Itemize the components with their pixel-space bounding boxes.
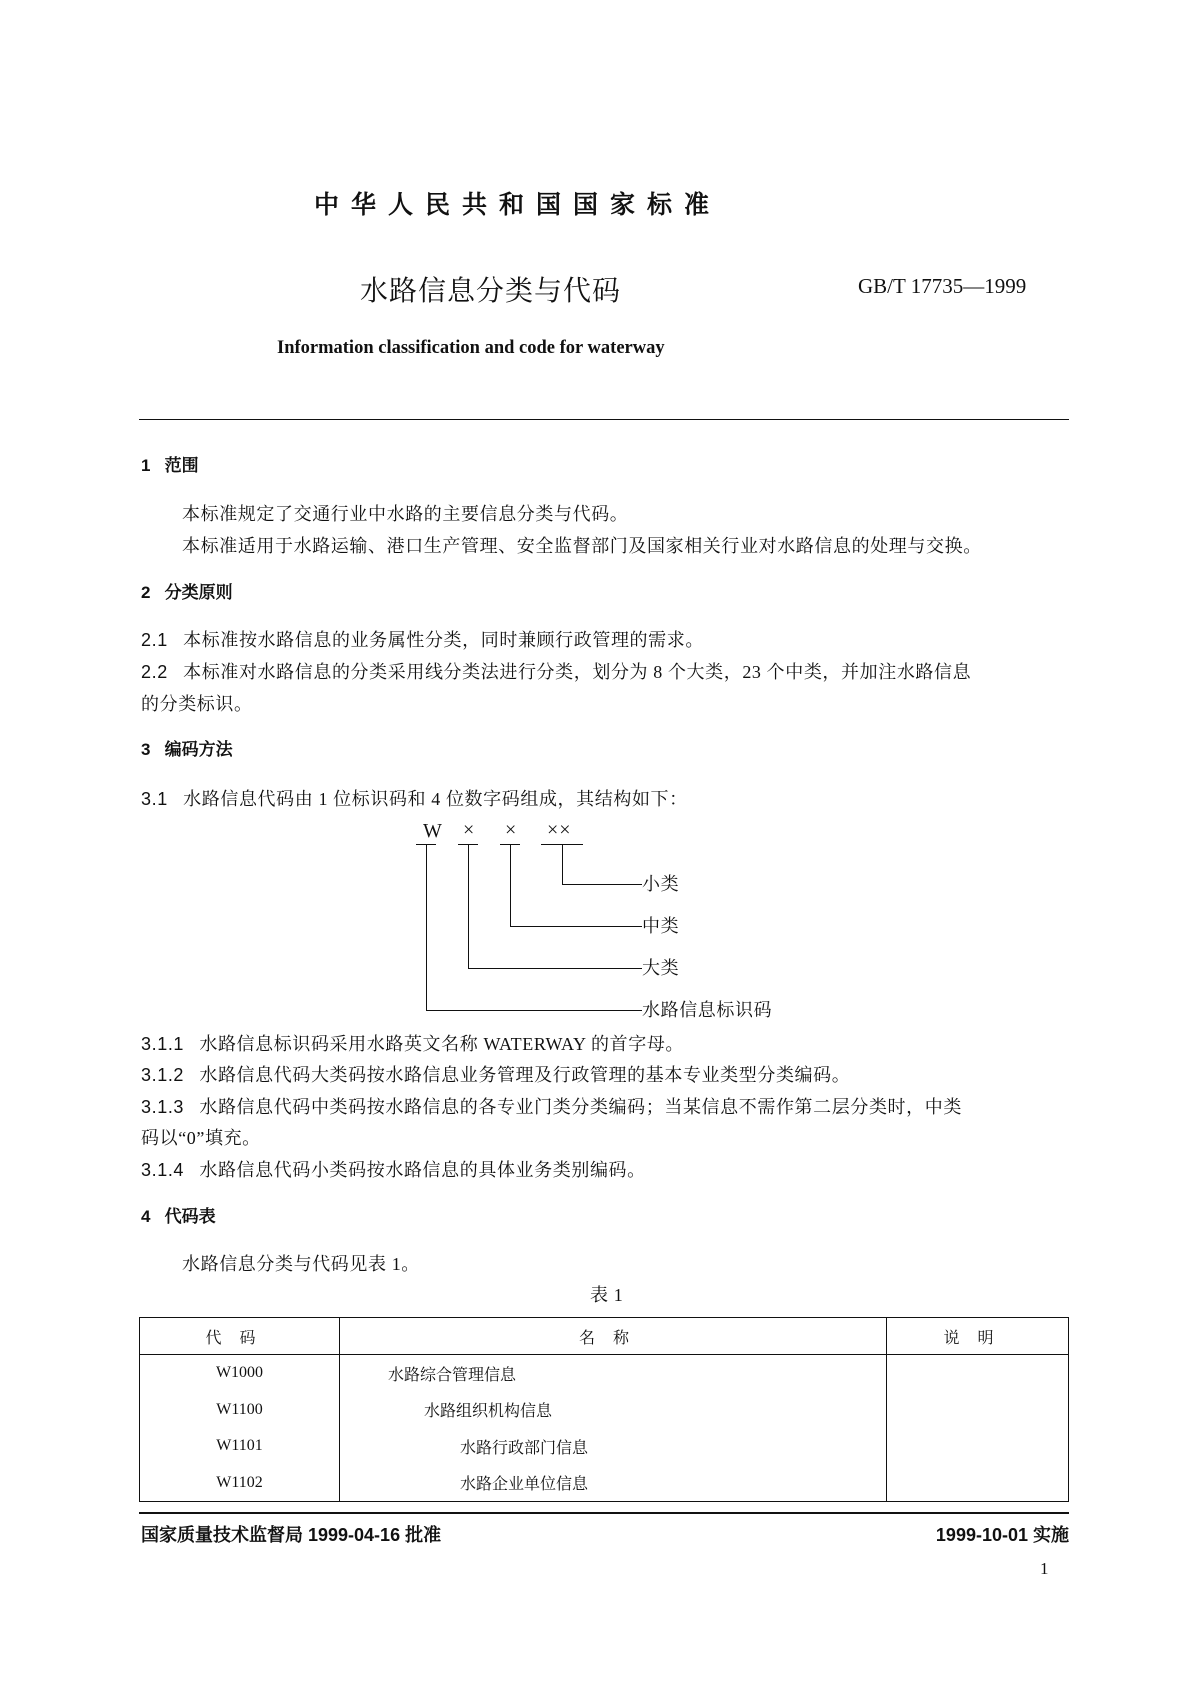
connector bbox=[562, 844, 563, 884]
scope-paragraph-1: 本标准规定了交通行业中水路的主要信息分类与代码。 bbox=[182, 504, 629, 524]
approval-info: 国家质量技术监督局 1999-04-16 批准 bbox=[141, 1525, 442, 1545]
section-number: 2 bbox=[141, 583, 151, 602]
connector bbox=[468, 968, 642, 969]
table-row bbox=[140, 1355, 1069, 1392]
label-major-class: 大类 bbox=[642, 958, 680, 978]
table-row bbox=[140, 1465, 1069, 1502]
diagram-w-symbol: W bbox=[423, 820, 442, 842]
connector bbox=[510, 926, 642, 927]
clause-number: 2.1 bbox=[141, 630, 168, 650]
section-title: 分类原则 bbox=[164, 583, 233, 602]
cell-note bbox=[887, 1392, 1069, 1429]
cell-note bbox=[887, 1355, 1069, 1392]
table-header-row bbox=[140, 1318, 1069, 1355]
clause-text: 水路信息代码中类码按水路信息的各专业门类分类编码；当某信息不需作第二层分类时，中类 bbox=[199, 1097, 962, 1117]
section-number: 4 bbox=[141, 1207, 151, 1226]
connector bbox=[426, 1010, 642, 1011]
diagram-major-symbol: × bbox=[463, 819, 475, 841]
table-row bbox=[140, 1392, 1069, 1429]
cell-code: W1000 bbox=[140, 1355, 340, 1392]
clause-number: 2.2 bbox=[141, 662, 168, 682]
connector bbox=[562, 884, 642, 885]
connector bbox=[426, 844, 427, 1010]
clause-number: 3.1.3 bbox=[141, 1097, 185, 1117]
table-row bbox=[140, 1428, 1069, 1465]
footer-divider bbox=[139, 1512, 1069, 1514]
clause-2-2 bbox=[141, 663, 971, 681]
header-divider bbox=[139, 419, 1069, 420]
cell-note bbox=[887, 1465, 1069, 1502]
clause-number: 3.1.1 bbox=[141, 1034, 185, 1054]
effective-date: 1999-10-01 实施 bbox=[935, 1525, 1069, 1545]
diagram-medium-symbol: × bbox=[505, 819, 517, 841]
clause-number: 3.1.4 bbox=[141, 1160, 185, 1180]
cell-name: 水路行政部门信息 bbox=[340, 1428, 887, 1465]
diagram-minor-symbol: ×× bbox=[547, 819, 572, 841]
section-4-heading bbox=[141, 1208, 216, 1225]
clause-3-1-4 bbox=[141, 1161, 646, 1179]
code-table bbox=[139, 1317, 1069, 1502]
document-title-cn: 水路信息分类与代码 bbox=[360, 275, 622, 306]
clause-2-2-continued: 的分类标识。 bbox=[141, 694, 253, 714]
section-title: 范围 bbox=[164, 456, 199, 475]
table-caption: 表 1 bbox=[590, 1285, 624, 1305]
clause-text: 水路信息代码由 1 位标识码和 4 位数字码组成，其结构如下： bbox=[183, 789, 688, 809]
clause-text: 水路信息标识码采用水路英文名称 WATERWAY 的首字母。 bbox=[199, 1034, 685, 1054]
clause-3-1 bbox=[141, 790, 688, 808]
cell-code: W1100 bbox=[140, 1392, 340, 1429]
clause-3-1-2 bbox=[141, 1066, 850, 1084]
clause-3-1-3 bbox=[141, 1098, 962, 1116]
header-code: 代码 bbox=[140, 1318, 340, 1355]
section-title: 编码方法 bbox=[164, 740, 233, 759]
clause-text: 本标准按水路信息的业务属性分类，同时兼顾行政管理的需求。 bbox=[183, 630, 704, 650]
connector bbox=[468, 844, 469, 968]
cell-name: 水路组织机构信息 bbox=[340, 1392, 887, 1429]
label-medium-class: 中类 bbox=[642, 916, 680, 936]
label-identifier: 水路信息标识码 bbox=[642, 1000, 773, 1020]
clause-3-1-1 bbox=[141, 1035, 684, 1053]
cell-name: 水路综合管理信息 bbox=[340, 1355, 887, 1392]
cell-note bbox=[887, 1428, 1069, 1465]
section-3-heading bbox=[141, 741, 233, 758]
standard-type-heading: 中华人民共和国国家标准 bbox=[314, 191, 722, 219]
section-number: 1 bbox=[141, 456, 151, 475]
scope-paragraph-2: 本标准适用于水路运输、港口生产管理、安全监督部门及国家相关行业对水路信息的处理与交换。 bbox=[182, 536, 982, 556]
clause-number: 3.1 bbox=[141, 789, 168, 809]
label-minor-class: 小类 bbox=[642, 874, 680, 894]
cell-code: W1101 bbox=[140, 1428, 340, 1465]
header-name: 名称 bbox=[340, 1318, 887, 1355]
section-number: 3 bbox=[141, 740, 151, 759]
connector bbox=[510, 844, 511, 926]
clause-text: 本标准对水路信息的分类采用线分类法进行分类，划分为 8 个大类，23 个中类，并加注水路信息 bbox=[183, 662, 972, 682]
section-title: 代码表 bbox=[164, 1207, 216, 1226]
table-intro: 水路信息分类与代码见表 1。 bbox=[182, 1254, 420, 1274]
section-2-heading bbox=[141, 584, 233, 601]
clause-2-1 bbox=[141, 631, 704, 649]
clause-text: 水路信息代码大类码按水路信息业务管理及行政管理的基本专业类型分类编码。 bbox=[199, 1065, 851, 1085]
page-number: 1 bbox=[1040, 1559, 1049, 1578]
document-title-en: Information classification and code for waterway bbox=[277, 338, 665, 358]
header-note: 说明 bbox=[887, 1318, 1069, 1355]
clause-3-1-3-continued: 码以“0”填充。 bbox=[141, 1128, 261, 1148]
cell-name: 水路企业单位信息 bbox=[340, 1465, 887, 1502]
standard-number: GB/T 17735—1999 bbox=[858, 274, 1027, 298]
section-1-heading bbox=[141, 457, 199, 474]
clause-number: 3.1.2 bbox=[141, 1065, 185, 1085]
clause-text: 水路信息代码小类码按水路信息的具体业务类别编码。 bbox=[199, 1160, 646, 1180]
cell-code: W1102 bbox=[140, 1465, 340, 1502]
